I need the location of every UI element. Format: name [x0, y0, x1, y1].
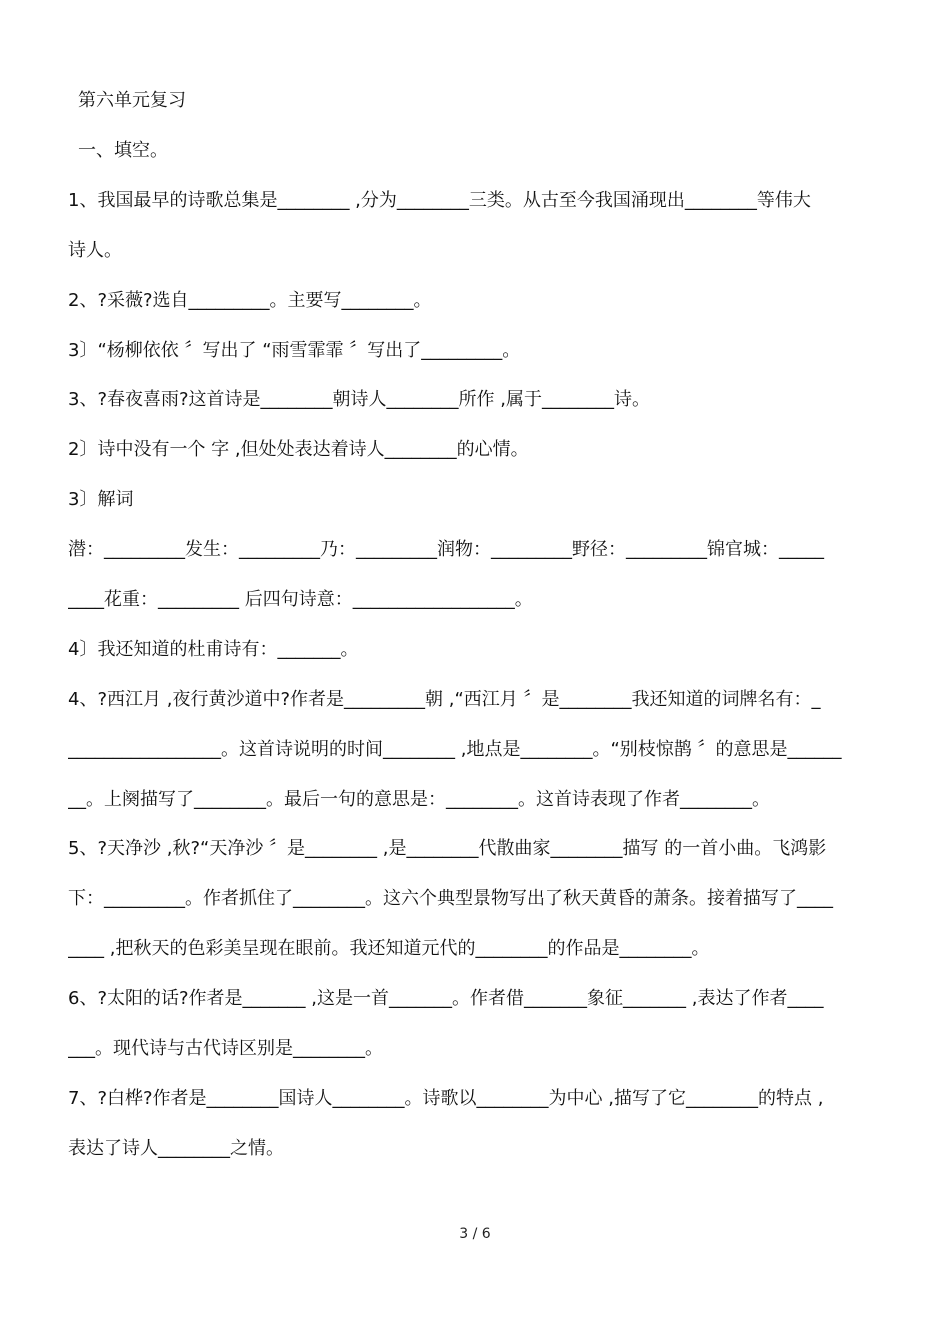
text-line: 1、我国最早的诗歌总集是________ ,分为________三类。从古至今我国涌现出________等伟大: [68, 190, 811, 211]
text-line: 下：_________。作者抓住了________。这六个典型景物写出了秋天黄昏的萧条。接着描写了____: [68, 888, 833, 909]
text-line: 3〕“杨柳依依 〞写出了 “雨雪霏霏 〞写出了_________。: [68, 340, 521, 361]
text-line: ____ ,把秋天的色彩美呈现在眼前。我还知道元代的________的作品是________。: [68, 938, 710, 959]
text-line: ___。现代诗与古代诗区别是________。: [68, 1038, 383, 1059]
text-line: 3、?春夜喜雨?这首诗是________朝诗人________所作 ,属于________诗。: [68, 389, 651, 410]
text-line: ____花重：_________ 后四句诗意：__________________。: [68, 589, 533, 610]
text-line: _________________。这首诗说明的时间________ ,地点是________。“别枝惊鹊 〞的意思是______: [68, 739, 842, 760]
text-line: 表达了诗人________之情。: [68, 1138, 284, 1159]
text-line: 6、?太阳的话?作者是_______ ,这是一首_______。作者借_______象征_______ ,表达了作者____: [68, 988, 824, 1009]
text-line: 3〕解词: [68, 489, 134, 510]
text-line: 7、?白桦?作者是________国诗人________。诗歌以________为中心 ,描写了它________的特点 ,: [68, 1088, 824, 1109]
text-line: 4〕我还知道的杜甫诗有：_______。: [68, 639, 359, 660]
page-number: 3 / 6: [459, 1226, 491, 1242]
text-line: 4、?西江月 ,夜行黄沙道中?作者是_________朝 ,“西江月 〞是________我还知道的词牌名有：_: [68, 689, 821, 710]
section-heading: 一、填空。: [78, 140, 168, 161]
text-line: 潜：_________发生：_________乃：_________润物：_________野径：_________锦官城：_____: [68, 539, 824, 560]
text-line: 诗人。: [68, 240, 122, 261]
text-line: 2、?采薇?选自_________。主要写________。: [68, 290, 432, 311]
text-line: __。上阕描写了________。最后一句的意思是：________。这首诗表现了作者________。: [68, 789, 770, 810]
text-line: 5、?天净沙 ,秋?“天净沙 〞是________ ,是________代散曲家________描写 的一首小曲。飞鸿影: [68, 838, 827, 859]
text-line: 2〕诗中没有一个 字 ,但处处表达着诗人________的心情。: [68, 439, 529, 460]
document-title: 第六单元复习: [78, 90, 186, 111]
